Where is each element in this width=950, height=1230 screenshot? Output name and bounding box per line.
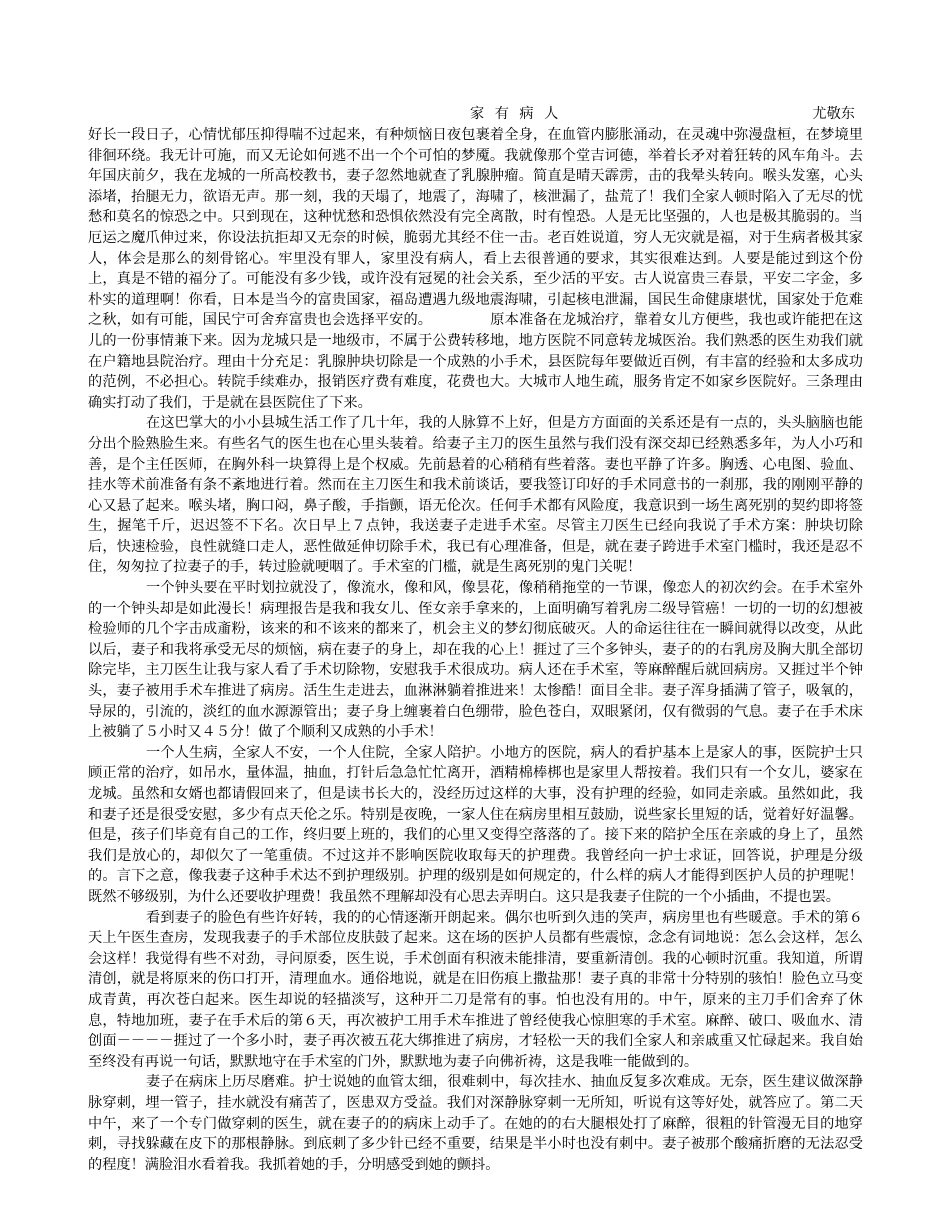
- paragraph: [88, 743, 863, 908]
- paragraph: [88, 578, 863, 743]
- paragraph: [88, 413, 863, 578]
- paragraph-text: 一个人生病，全家人不安，一个人住院，全家人陪护。小地方的医院，病人的看护基本上是家人的事，医院护士只顾正常的治疗，如吊水，量体温，抽血，打针后急急忙忙离开，酒精棉棒梆也是家里人帮按着。我们只有一个女儿，婆家在龙城。虽然和女婿也都请假回来了，但是读书长大的，没经历过这样的大事，没有护理的经验，如同走亲戚。虽然如此，我和妻子还是很受安慰，多少有点天伦之乐。特别是夜晚，一家人住在病房里相互鼓励，说些家长里短的话，觉着好好温馨。但是，孩子们毕竟有自己的工作，终归要上班的，我们的心里又变得空落落的了。接下来的陪护全压在亲戚的身上了，虽然我们是放心的，却似欠了一笔重债。不过这并不影响医院收取每天的护理费。我曾经向一护士求证，回答说，护理是分级的。言下之意，像我妻子这种手术达不到护理级别。护理的级别是如何规定的，什么样的病人才能得到医护人员的护理呢！既然不够级别，为什么还要收护理费！我虽然不理解却没有心思去弄明白。这只是我妻子住院的一个小插曲，不提也罢。: [88, 744, 863, 905]
- paragraph-text: 妻子在病床上历尽磨难。护士说她的血管太细，很难刺中，每次挂水、抽血反复多次难成。无奈，医生建议做深静脉穿刺，埋一管子，挂水就没有痛苦了，医患双方受益。我们对深静脉穿刺一无所知，听说有这等好处，就答应了。第二天中午，来了一个专门做穿刺的医生，就在妻子的的病床上动手了。在她的的右大腿根处打了麻醉，很粗的针管漫无目的地穿刺，寻找躲藏在皮下的那根静脉。到底刺了多少针已经不重要，结果是半小时也没有刺中。妻子被那个酸痛折磨的无法忍受的程度！满脸泪水看着我。我抓着她的手，分明感受到她的颤抖。: [88, 1074, 863, 1173]
- document-body: [88, 125, 863, 1175]
- title-line: [88, 104, 863, 125]
- document-page: [88, 104, 863, 1175]
- paragraph-text: 原本准备在龙城治疗，靠着女儿方便些，我也或许能把在这儿的一份事情兼下来。因为龙城只是一地级市，不属于公费转移地，地方医院不同意转龙城医治。我们熟悉的医生劝我们就在户籍地县院治疗。理由十分充足：乳腺肿块切除是一个成熟的小手术，县医院每年要做近百例，有丰富的经验和太多成功的范例，不必担心。转院手续难办，报销医疗费有难度，花费也大。大城市人地生疏，服务肯定不如家乡医院好。三条理由确实打动了我们，于是就在县医院住了下来。: [88, 312, 863, 411]
- paragraph-text: 好长一段日子，心情忧郁压抑得喘不过起来，有种烦恼日夜包裹着全身，在血管内膨胀涌动，在灵魂中弥漫盘桓，在梦境里徘徊环绕。我无计可施，而又无论如何逃不出一个个可怕的梦魇。我就像那个堂吉诃德，举着长矛对着狂转的风车角斗。去年国庆前夕，我在龙城的一所高校教书，妻子忽然地就查了乳腺肿瘤。简直是晴天霹雳，击的我晕头转向。喉头发塞，心头添堵，抬腿无力，欲语无声。那一刻，我的天塌了，地震了，海啸了，核泄漏了，盐荒了！我们全家人顿时陷入了无尽的忧愁和莫名的惊恐之中。只到现在，这种忧愁和恐惧依然没有完全离散，时有惶恐。人是无比坚强的，人也是极其脆弱的。当厄运之魔爪伸过来，你设法抗拒却又无奈的时候，脆弱尤其经不住一击。老百姓说道，穷人无灾就是福，对于生病者极其家人，体会是那么的刻骨铭心。牢里没有罪人，家里没有病人，看上去很普通的要求，其实很难达到。人要是能过到这个份上，真是不错的福分了。可能没有多少钱，或许没有冠冕的社会关系，至少活的平安。古人说富贵三春景，平安二字金，多朴实的道理啊！你看，日本是当今的富贵国家，福岛遭遇九级地震海啸，引起核电泄漏，国民生命健康堪忧，国家处于危难之秋，如有可能，国民宁可舍弃富贵也会选择平安的。: [88, 127, 863, 329]
- paragraph: [88, 125, 863, 413]
- paragraph: [88, 908, 863, 1073]
- paragraph: [88, 1072, 863, 1175]
- paragraph-text: 在这巴掌大的小小县城生活工作了几十年，我的人脉算不上好，但是方方面面的关系还是有一点的，头头脑脑也能分出个脸熟脸生来。有些名气的医生也在心里头装着。给妻子主刀的医生虽然与我们没有深交却已经熟悉多年，为人小巧和善，是个主任医师，在胸外科一块算得上是个权威。先前悬着的心稍稍有些着落。妻也平静了许多。胸透、心电图、验血、挂水等术前准备有条不紊地进行着。然而在主刀医生和我术前谈话，要我签订印好的手术同意书的一刹那，我的刚刚平静的心又悬了起来。喉头堵，胸口闷，鼻子酸，手指颤，语无伦次。任何手术都有风险度，我意识到一场生离死别的契约即将签生，握笔千斤，迟迟签不下名。次日早上７点钟，我送妻子走进手术室。尽管主刀医生已经向我说了手术方案：肿块切除后，快速检验，良性就缝口走人，恶性做延伸切除手术，我已有心理准备，但是，就在妻子跨进手术室门槛时，我还是忍不住，匆匆拉了拉妻子的手，转过脸就哽咽了。手术室的门槛，就是生离死别的鬼门关呢！: [88, 415, 863, 576]
- document-author: 尤敬东: [812, 106, 855, 122]
- paragraph-text: 一个钟头要在平时划拉就没了，像流水，像和风，像昙花，像稍稍拖堂的一节课，像恋人的初次约会。在手术室外的一个钟头却是如此漫长！病理报告是我和我女儿、侄女亲手拿来的，上面明确写着乳房二级导管癌！一切的一切的幻想被检验师的几个字击成齑粉，该来的和不该来的都来了，机会主义的梦幻彻底破灭。人的命运往往在一瞬间就得以改变，从此以后，妻子和我将承受无尽的烦恼，病在妻子的身上，却在我的心上！捱过了三个多钟头，妻子的的右乳房及胸大肌全部切除完毕，主刀医生让我与家人看了手术切除物，安慰我手术很成功。病人还在手术室，等麻醉醒后就回病房。又捱过半个钟头，妻子被用手术车推进了病房。活生生走进去，血淋淋躺着推进来！太惨酷！面目全非。妻子浑身插满了管子，吸氧的，导尿的，引流的，淡红的血水源源管出；妻子身上缠裹着白色绷带，脸色苍白，双眼紧闭，仅有微弱的气息。妻子在手术床上被躺了５小时又４５分！做了个顺利又成熟的小手术！: [88, 580, 863, 741]
- paragraph-text: 看到妻子的脸色有些许好转，我的的心情逐渐开朗起来。偶尔也听到久违的笑声，病房里也有些暖意。手术的第６天上午医生查房，发现我妻子的手术部位皮肤鼓了起来。这在场的医护人员都有些震惊，念念有词地说：怎么会这样，怎么会这样！我觉得有些不对劲，寻问原委，医生说，手术创面有积液未能排清，要重新清创。我的心顿时沉重。我知道，所谓清创，就是将原来的伤口打开，清理血水。通俗地说，就是在旧伤痕上撒盐那！妻子真的非常十分特别的骇怕！脸色立马变成青黄，再次苍白起来。医生却说的轻描淡写，这种开二刀是常有的事。怕也没有用的。中午，原来的主刀手们舍弃了休息，特地加班，妻子在手术后的第６天，再次被护工用手术车推进了曾经使我心惊胆寒的手术室。麻醉、破口、吸血水、清创面－－－－捱过了一个多小时，妻子再次被五花大绑推进了病房，才轻松一天的我们全家人和亲戚重又忙碌起来。我自始至终没有再说一句话，默默地守在手术室的门外，默默地为妻子向佛祈祷，这是我唯一能做到的。: [88, 909, 863, 1070]
- document-title: 家 有 病 人: [470, 106, 562, 122]
